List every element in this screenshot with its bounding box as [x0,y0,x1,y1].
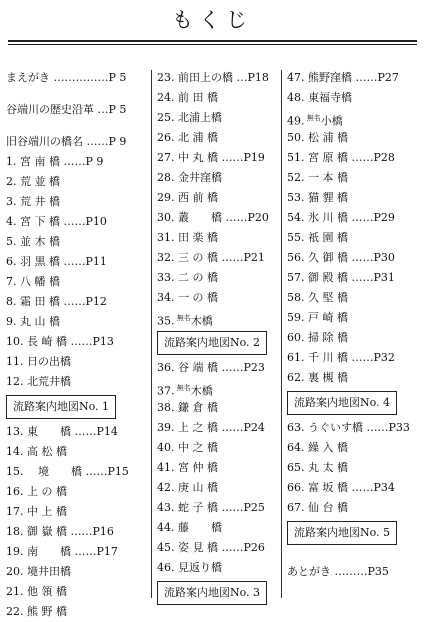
toc-entry-text: 27. 中 丸 橋 ……P19 [157,151,265,164]
toc-entry-rest: 木橋 [190,314,213,328]
toc-entry-text: 39. 上 之 橋 ……P24 [157,421,265,434]
toc-entry-text: 5. 並 木 橋 [6,235,60,248]
toc-entry-text: 48. 東福寺橋 [287,91,352,104]
toc-entry [6,602,148,622]
toc-entry-text: 34. 一 の 橋 [157,291,218,304]
toc-entry-text: 30. 叢 橋 ……P20 [157,211,269,224]
toc-entry-text: 7. 八 幡 橋 [6,275,60,288]
toc-entry [6,192,148,212]
toc-entry-text: 63. うぐいす橋 ……P33 [287,421,410,434]
toc-entry [287,328,419,348]
toc-entry [287,418,419,438]
toc-entry [157,378,279,398]
toc-entry-text: 58. 久 堅 橋 [287,291,348,304]
toc-entry [157,498,279,518]
toc-entry-text: 49. [287,114,305,128]
toc-entry-text: 3. 荒 井 橋 [6,195,60,208]
toc-column-3 [287,68,419,582]
toc-entry [287,368,419,388]
toc-entry [6,272,148,292]
toc-entry [287,188,419,208]
toc-entry [157,518,279,538]
toc-entry [6,212,148,232]
toc-entry [6,372,148,392]
toc-entry [6,312,148,332]
toc-entry [157,128,279,148]
toc-entry [6,172,148,192]
map-guide-box: 流路案内地図No. 3 [157,581,267,605]
toc-entry [6,482,148,502]
toc-entry [6,442,148,462]
column-separator-1 [151,70,152,598]
toc-entry-text: 29. 西 前 橋 [157,191,218,204]
map-box-wrapper [287,388,419,418]
toc-entry [287,348,419,368]
toc-entry [287,308,419,328]
toc-entry-text: 56. 久 御 橋 ……P30 [287,251,395,264]
toc-entry-text: 16. 上 の 橋 [6,485,67,498]
toc-entry-small-note: 無名 [304,114,321,122]
toc-entry-text: 1. 宮 南 橋 ……P 9 [6,155,104,168]
toc-entry [6,582,148,602]
toc-entry-text: 11. 日の出橋 [6,355,71,368]
toc-entry-text: 33. 二 の 橋 [157,271,218,284]
toc-entry-text: 31. 田 楽 橋 [157,231,218,244]
map-guide-box: 流路案内地図No. 4 [287,391,397,415]
toc-entry [287,68,419,88]
toc-entry [287,108,419,128]
toc-entry [287,478,419,498]
title-rule-thin [8,44,417,45]
toc-entry [157,458,279,478]
toc-entry-text: 40. 中 之 橋 [157,441,218,454]
map-box-wrapper [157,328,279,358]
toc-entry-text: まえがき ……………P 5 [6,71,127,84]
toc-entry-text: 50. 松 浦 橋 [287,131,348,144]
toc-entry [287,248,419,268]
toc-entry [6,462,148,482]
spacer [287,548,419,562]
toc-entry-text: 2. 荒 並 橋 [6,175,60,188]
toc-entry-text: 25. 北浦上橋 [157,111,222,124]
toc-entry-text: 18. 御 嶽 橋 ……P16 [6,525,114,538]
toc-entry [6,522,148,542]
toc-entry-text: 45. 姿 見 橋 ……P26 [157,541,265,554]
toc-entry-text: 26. 北 浦 橋 [157,131,218,144]
toc-entry-small-note: 無名 [174,314,191,322]
toc-entry [157,248,279,268]
toc-entry-text: 旧谷端川の橋名 ……P 9 [6,135,127,148]
toc-entry [157,558,279,578]
toc-entry [287,268,419,288]
toc-entry [287,208,419,228]
toc-entry-text: 17. 中 上 橋 [6,505,67,518]
toc-entry [6,422,148,442]
toc-entry-text: 13. 東 橋 ……P14 [6,425,118,438]
toc-entry-text: 36. 谷 端 橋 ……P23 [157,361,265,374]
toc-entry-text: 66. 富 坂 橋 ……P34 [287,481,395,494]
toc-entry [6,152,148,172]
toc-entry [287,148,419,168]
toc-entry-text: 15. 境 橋 ……P15 [6,465,129,478]
toc-entry-text: 12. 北荒井橋 [6,375,71,388]
toc-entry [6,562,148,582]
toc-entry-text: 65. 丸 太 橋 [287,461,348,474]
toc-entry-text: 67. 仙 台 橋 [287,501,348,514]
toc-entry-text: 53. 猫 貍 橋 [287,191,348,204]
toc-entry-text: 44. 藤 橋 [157,521,222,534]
toc-entry [157,288,279,308]
toc-entry-text: 42. 庚 山 橋 [157,481,218,494]
toc-entry-text: 41. 宮 仲 橋 [157,461,218,474]
toc-entry-text: 35. [157,314,175,328]
toc-entry-text: 59. 戸 崎 橋 [287,311,348,324]
toc-entry-text: 8. 霜 田 橋 ……P12 [6,295,107,308]
toc-entry-rest: 木橋 [190,384,213,398]
toc-entry [157,438,279,458]
toc-entry [287,168,419,188]
toc-entry [287,562,419,582]
toc-entry [287,498,419,518]
toc-entry-text: 51. 宮 原 橋 ……P28 [287,151,395,164]
toc-entry [157,398,279,418]
toc-entry [157,68,279,88]
toc-entry-text: 9. 丸 山 橋 [6,315,60,328]
toc-entry [287,288,419,308]
toc-entry [157,108,279,128]
map-guide-box: 流路案内地図No. 1 [6,395,116,419]
toc-entry [157,268,279,288]
toc-entry [157,168,279,188]
toc-entry [287,458,419,478]
toc-entry-text: 22. 熊 野 橋 [6,605,67,618]
toc-entry-text: 54. 氷 川 橋 ……P29 [287,211,395,224]
toc-entry [6,100,148,120]
toc-entry-text: 14. 高 松 橋 [6,445,67,458]
toc-entry [157,208,279,228]
toc-entry [287,88,419,108]
toc-column-2 [157,68,279,608]
toc-entry-text: 64. 繰 入 橋 [287,441,348,454]
toc-entry [6,232,148,252]
toc-entry [157,538,279,558]
toc-entry [6,252,148,272]
title-rule-thick [8,40,417,42]
toc-entry [6,292,148,312]
page-title: もくじ [172,8,253,32]
toc-entry-text: 55. 祇 園 橋 [287,231,348,244]
map-box-wrapper [157,578,279,608]
toc-entry-text: 谷端川の歴史沿革 …P 5 [6,103,127,116]
toc-entry-text: 61. 千 川 橋 ……P32 [287,351,395,364]
toc-entry-text: 20. 境井田橋 [6,565,71,578]
toc-entry [6,502,148,522]
toc-entry-text: 24. 前 田 橋 [157,91,218,104]
toc-entry-text: あとがき ………P35 [287,565,389,578]
toc-entry-text: 46. 見返り橋 [157,561,222,574]
toc-entry-text: 23. 前田上の橋 …P18 [157,71,269,84]
toc-entry-text: 47. 熊野窪橋 ……P27 [287,71,399,84]
toc-entry [157,228,279,248]
toc-entry-text: 57. 御 殿 橋 ……P31 [287,271,395,284]
toc-entry [6,352,148,372]
toc-entry-text: 4. 宮 下 橋 ……P10 [6,215,107,228]
toc-entry [287,128,419,148]
toc-entry-text: 10. 長 崎 橋 ……P13 [6,335,114,348]
toc-entry [6,132,148,152]
spacer [6,120,148,132]
toc-entry [157,418,279,438]
toc-entry-rest: 小橋 [320,114,343,128]
map-box-wrapper [287,518,419,548]
map-guide-box: 流路案内地図No. 2 [157,331,267,355]
map-guide-box: 流路案内地図No. 5 [287,521,397,545]
toc-entry [157,358,279,378]
toc-entry [287,228,419,248]
column-separator-2 [281,70,282,598]
toc-entry [6,68,148,88]
toc-entry [157,88,279,108]
toc-entry [157,308,279,328]
toc-entry-text: 21. 他 領 橋 [6,585,67,598]
toc-entry [287,438,419,458]
toc-entry [157,188,279,208]
toc-entry-text: 52. 一 本 橋 [287,171,348,184]
toc-entry-text: 6. 羽 黒 橋 ……P11 [6,255,107,268]
spacer [6,88,148,100]
toc-entry-text: 62. 裏 槻 橋 [287,371,348,384]
toc-column-1 [6,68,148,622]
toc-entry-text: 60. 掃 除 橋 [287,331,348,344]
map-box-wrapper [6,392,148,422]
toc-entry [157,478,279,498]
toc-entry-text: 37. [157,384,175,398]
toc-entry-text: 38. 鎌 倉 橋 [157,401,218,414]
toc-entry-small-note: 無名 [174,384,191,392]
toc-entry-text: 43. 蛇 子 橋 ……P25 [157,501,265,514]
toc-entry-text: 19. 南 橋 ……P17 [6,545,118,558]
toc-entry-text: 32. 三 の 橋 ……P21 [157,251,265,264]
toc-entry [6,332,148,352]
toc-entry-text: 28. 金井窪橋 [157,171,222,184]
toc-entry [157,148,279,168]
toc-entry [6,542,148,562]
